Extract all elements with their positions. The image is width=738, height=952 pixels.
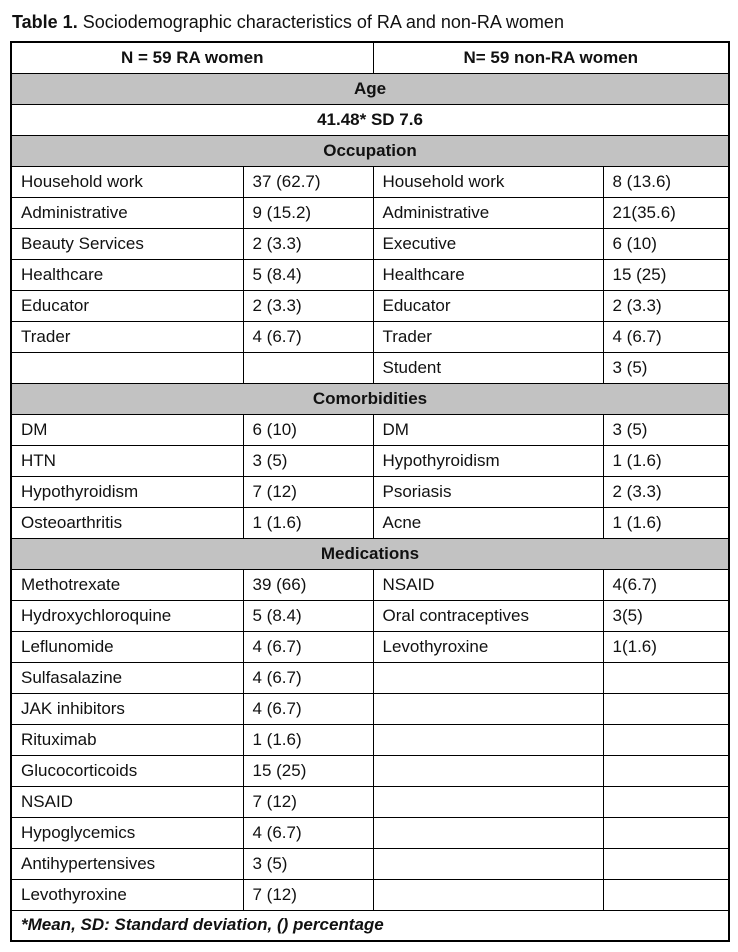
table-row bbox=[11, 755, 729, 786]
value-cell: 8 (13.6) bbox=[603, 166, 729, 197]
category-cell: Psoriasis bbox=[373, 476, 603, 507]
category-cell bbox=[373, 786, 603, 817]
value-cell: 7 (12) bbox=[243, 476, 373, 507]
value-cell: 7 (12) bbox=[243, 879, 373, 910]
category-cell: Hydroxychloroquine bbox=[11, 600, 243, 631]
value-cell: 15 (25) bbox=[603, 259, 729, 290]
category-cell: Beauty Services bbox=[11, 228, 243, 259]
category-cell bbox=[373, 848, 603, 879]
category-cell: Household work bbox=[373, 166, 603, 197]
value-cell bbox=[603, 786, 729, 817]
category-cell: Levothyroxine bbox=[11, 879, 243, 910]
table-row bbox=[11, 352, 729, 383]
value-cell: 2 (3.3) bbox=[243, 290, 373, 321]
value-cell: 2 (3.3) bbox=[603, 290, 729, 321]
category-cell bbox=[373, 724, 603, 755]
value-cell: 3 (5) bbox=[243, 848, 373, 879]
table-row bbox=[11, 600, 729, 631]
value-cell: 39 (66) bbox=[243, 569, 373, 600]
value-cell bbox=[603, 848, 729, 879]
category-cell: Household work bbox=[11, 166, 243, 197]
value-cell bbox=[603, 879, 729, 910]
category-cell: Glucocorticoids bbox=[11, 755, 243, 786]
table-row bbox=[11, 445, 729, 476]
table-row bbox=[11, 786, 729, 817]
category-cell bbox=[373, 662, 603, 693]
value-cell bbox=[603, 817, 729, 848]
category-cell: Sulfasalazine bbox=[11, 662, 243, 693]
full-width-value: 41.48* SD 7.6 bbox=[11, 104, 729, 135]
table-row bbox=[11, 259, 729, 290]
value-cell: 1 (1.6) bbox=[603, 445, 729, 476]
category-cell: Healthcare bbox=[11, 259, 243, 290]
value-cell: 3 (5) bbox=[603, 414, 729, 445]
category-cell: Oral contraceptives bbox=[373, 600, 603, 631]
value-cell bbox=[603, 693, 729, 724]
category-cell bbox=[373, 817, 603, 848]
section-row-comorbidities bbox=[11, 383, 729, 414]
footnote-row bbox=[11, 910, 729, 941]
value-cell: 9 (15.2) bbox=[243, 197, 373, 228]
value-cell: 1 (1.6) bbox=[243, 724, 373, 755]
footnote: *Mean, SD: Standard deviation, () percentage bbox=[11, 910, 729, 941]
table-row bbox=[11, 228, 729, 259]
value-cell: 6 (10) bbox=[603, 228, 729, 259]
table-row bbox=[11, 321, 729, 352]
category-cell bbox=[373, 755, 603, 786]
category-cell: Administrative bbox=[373, 197, 603, 228]
value-cell: 4 (6.7) bbox=[243, 693, 373, 724]
value-cell bbox=[603, 662, 729, 693]
category-cell: Administrative bbox=[11, 197, 243, 228]
table-row bbox=[11, 414, 729, 445]
value-cell: 5 (8.4) bbox=[243, 600, 373, 631]
column-header-ra-women: N = 59 RA women bbox=[11, 42, 373, 73]
table-row bbox=[11, 693, 729, 724]
table-row bbox=[11, 817, 729, 848]
category-cell: Rituximab bbox=[11, 724, 243, 755]
table-row bbox=[11, 569, 729, 600]
value-cell: 4(6.7) bbox=[603, 569, 729, 600]
category-cell: Leflunomide bbox=[11, 631, 243, 662]
category-cell: NSAID bbox=[373, 569, 603, 600]
table-caption bbox=[10, 8, 728, 41]
value-cell: 6 (10) bbox=[243, 414, 373, 445]
value-cell: 3 (5) bbox=[243, 445, 373, 476]
category-cell: Trader bbox=[373, 321, 603, 352]
sociodemographic-table bbox=[10, 41, 730, 942]
category-cell: Educator bbox=[373, 290, 603, 321]
section-header-medications: Medications bbox=[11, 538, 729, 569]
value-cell: 4 (6.7) bbox=[243, 817, 373, 848]
table-row bbox=[11, 507, 729, 538]
value-cell bbox=[603, 724, 729, 755]
value-cell: 1 (1.6) bbox=[603, 507, 729, 538]
category-cell: Antihypertensives bbox=[11, 848, 243, 879]
section-row-age bbox=[11, 73, 729, 104]
column-header-non-ra-women: N= 59 non-RA women bbox=[373, 42, 729, 73]
category-cell: Healthcare bbox=[373, 259, 603, 290]
category-cell: Trader bbox=[11, 321, 243, 352]
column-header-row bbox=[11, 42, 729, 73]
value-cell: 7 (12) bbox=[243, 786, 373, 817]
value-cell: 4 (6.7) bbox=[243, 662, 373, 693]
category-cell: Hypothyroidism bbox=[11, 476, 243, 507]
category-cell: Methotrexate bbox=[11, 569, 243, 600]
value-cell: 21(35.6) bbox=[603, 197, 729, 228]
table-row bbox=[11, 662, 729, 693]
table-row bbox=[11, 197, 729, 228]
value-cell: 15 (25) bbox=[243, 755, 373, 786]
value-cell: 4 (6.7) bbox=[603, 321, 729, 352]
value-cell: 1(1.6) bbox=[603, 631, 729, 662]
table-row bbox=[11, 476, 729, 507]
value-cell: 4 (6.7) bbox=[243, 321, 373, 352]
category-cell: Hypoglycemics bbox=[11, 817, 243, 848]
category-cell: JAK inhibitors bbox=[11, 693, 243, 724]
table-row bbox=[11, 290, 729, 321]
category-cell: Levothyroxine bbox=[373, 631, 603, 662]
table-body bbox=[11, 73, 729, 910]
category-cell: DM bbox=[373, 414, 603, 445]
category-cell bbox=[373, 879, 603, 910]
value-cell: 2 (3.3) bbox=[243, 228, 373, 259]
value-cell: 1 (1.6) bbox=[243, 507, 373, 538]
section-row-occupation bbox=[11, 135, 729, 166]
table-caption-label: Table 1. bbox=[12, 12, 78, 32]
section-header-comorbidities: Comorbidities bbox=[11, 383, 729, 414]
category-cell: HTN bbox=[11, 445, 243, 476]
table-row bbox=[11, 724, 729, 755]
category-cell: Educator bbox=[11, 290, 243, 321]
value-cell: 2 (3.3) bbox=[603, 476, 729, 507]
section-header-occupation: Occupation bbox=[11, 135, 729, 166]
table-caption-text: Sociodemographic characteristics of RA and non-RA women bbox=[82, 12, 564, 32]
category-cell: Acne bbox=[373, 507, 603, 538]
full-width-row bbox=[11, 104, 729, 135]
value-cell bbox=[603, 755, 729, 786]
section-header-age: Age bbox=[11, 73, 729, 104]
table-row bbox=[11, 848, 729, 879]
category-cell bbox=[11, 352, 243, 383]
table-row bbox=[11, 166, 729, 197]
value-cell: 37 (62.7) bbox=[243, 166, 373, 197]
value-cell: 3 (5) bbox=[603, 352, 729, 383]
category-cell: DM bbox=[11, 414, 243, 445]
category-cell: Student bbox=[373, 352, 603, 383]
category-cell bbox=[373, 693, 603, 724]
value-cell: 5 (8.4) bbox=[243, 259, 373, 290]
category-cell: NSAID bbox=[11, 786, 243, 817]
value-cell: 3(5) bbox=[603, 600, 729, 631]
section-row-medications bbox=[11, 538, 729, 569]
table-row bbox=[11, 631, 729, 662]
value-cell bbox=[243, 352, 373, 383]
table-row bbox=[11, 879, 729, 910]
category-cell: Executive bbox=[373, 228, 603, 259]
category-cell: Osteoarthritis bbox=[11, 507, 243, 538]
value-cell: 4 (6.7) bbox=[243, 631, 373, 662]
category-cell: Hypothyroidism bbox=[373, 445, 603, 476]
